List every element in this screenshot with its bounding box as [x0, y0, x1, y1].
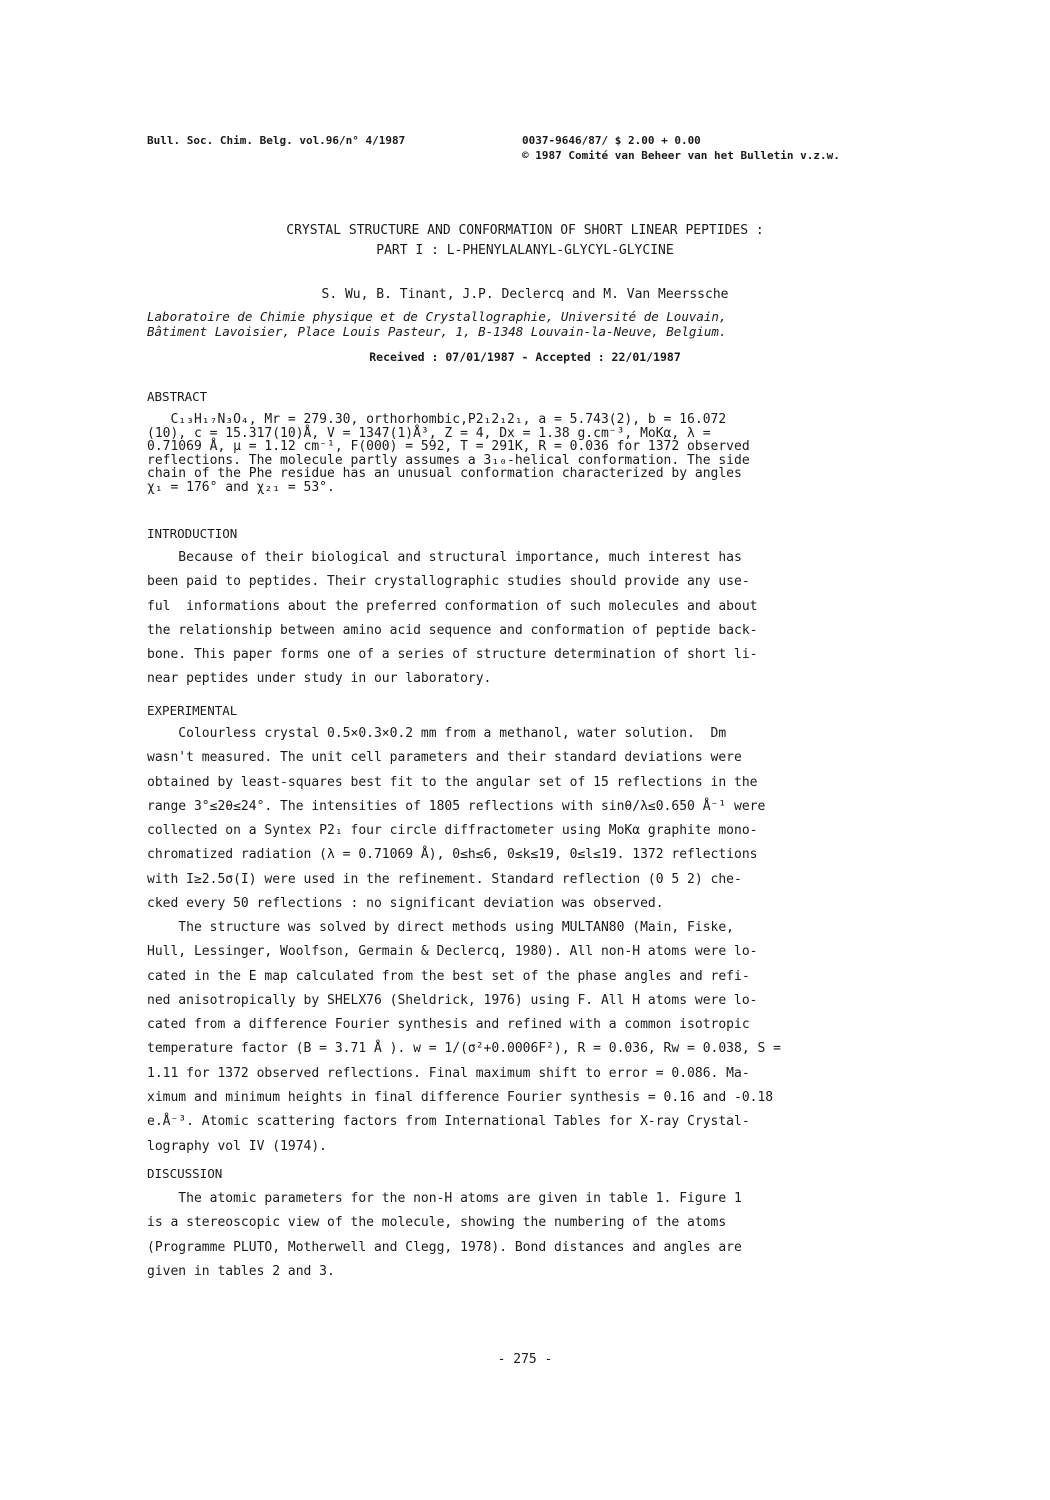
text-line: e.Å⁻³. Atomic scattering factors from International Tables for X-ray Crystal-: [147, 1114, 750, 1130]
authors: S. Wu, B. Tinant, J.P. Declercq and M. Van Meerssche: [321, 287, 729, 302]
received-accepted-dates: Received : 07/01/1987 - Accepted : 22/01/1987: [369, 350, 681, 364]
text-line: is a stereoscopic view of the molecule, showing the numbering of the atoms: [147, 1215, 727, 1231]
abstract-line: χ₁ = 176° and χ₂₁ = 53°.: [147, 479, 335, 495]
abstract-line: (10), c = 15.317(10)Å, V = 1347(1)Å³, Z = 4, Dx = 1.38 g.cm⁻³, MoKα, λ =: [147, 425, 711, 441]
title-line-1: CRYSTAL STRUCTURE AND CONFORMATION OF SHORT LINEAR PEPTIDES :: [286, 223, 764, 238]
introduction-heading: INTRODUCTION: [147, 526, 238, 541]
text-line: ned anisotropically by SHELX76 (Sheldrick, 1976) using F. All H atoms were lo-: [147, 992, 758, 1008]
text-line: cated in the E map calculated from the best set of the phase angles and refi-: [147, 968, 750, 984]
text-line: collected on a Syntex P2₁ four circle diffractometer using MoKα graphite mono-: [147, 823, 758, 839]
affiliation-line-1: Laboratoire de Chimie physique et de Crystallographie, Université de Louvain,: [147, 309, 727, 324]
page-number: - 275 -: [497, 1352, 553, 1367]
text-line: given in tables 2 and 3.: [147, 1263, 335, 1279]
text-line: temperature factor (B = 3.71 Å ). w = 1/(σ²+0.0006F²), R = 0.036, Rw = 0.038, S =: [147, 1041, 781, 1057]
abstract-line: 0.71069 Å, μ = 1.12 cm⁻¹, F(000) = 592, T = 291K, R = 0.036 for 1372 observed: [147, 439, 750, 454]
abstract-line: C₁₃H₁₇N₃O₄, Mr = 279.30, orthorhombic,P2₁2₁2₁, a = 5.743(2), b = 16.072: [147, 412, 727, 427]
abstract-heading: ABSTRACT: [147, 389, 208, 404]
affiliation-line-2: Bâtiment Lavoisier, Place Louis Pasteur, 1, B-1348 Louvain-la-Neuve, Belgium.: [147, 324, 727, 339]
text-line: 1.11 for 1372 observed reflections. Final maximum shift to error = 0.086. Ma-: [147, 1065, 750, 1081]
text-line: range 3°≤2θ≤24°. The intensities of 1805 reflections with sinθ/λ≤0.650 Å⁻¹ were: [147, 798, 766, 814]
text-line: cked every 50 reflections : no significant deviation was observed.: [147, 896, 664, 912]
text-line: Because of their biological and structural importance, much interest has: [147, 550, 742, 565]
abstract-body: [147, 413, 897, 494]
text-line: ful informations about the preferred conformation of such molecules and about: [147, 598, 758, 614]
text-line: the relationship between amino acid sequence and conformation of peptide back-: [147, 622, 758, 638]
text-line: bone. This paper forms one of a series of structure determination of short li-: [147, 647, 758, 663]
text-line: chromatized radiation (λ = 0.71069 Å), 0≤h≤6, 0≤k≤19, 0≤l≤19. 1372 reflections: [147, 847, 758, 863]
abstract-line: chain of the Phe residue has an unusual conformation characterized by angles: [147, 466, 742, 481]
discussion-heading: DISCUSSION: [147, 1166, 223, 1181]
experimental-heading: EXPERIMENTAL: [147, 703, 238, 718]
text-line: with I≥2.5σ(I) were used in the refinement. Standard reflection (0 5 2) che-: [147, 871, 742, 887]
text-line: Hull, Lessinger, Woolfson, Germain & Declercq, 1980). All non-H atoms were lo-: [147, 944, 758, 960]
text-line: lography vol IV (1974).: [147, 1138, 328, 1154]
text-line: cated from a difference Fourier synthesis and refined with a common isotropic: [147, 1017, 750, 1033]
text-line: Colourless crystal 0.5×0.3×0.2 mm from a methanol, water solution. Dm: [147, 726, 727, 741]
text-line: (Programme PLUTO, Motherwell and Clegg, 1978). Bond distances and angles are: [147, 1239, 742, 1255]
text-line: The structure was solved by direct methods using MULTAN80 (Main, Fiske,: [147, 920, 734, 935]
text-line: wasn't measured. The unit cell parameters and their standard deviations were: [147, 750, 742, 766]
text-line: been paid to peptides. Their crystallographic studies should provide any use-: [147, 574, 750, 590]
text-line: obtained by least-squares best fit to the angular set of 15 reflections in the: [147, 774, 758, 790]
text-line: near peptides under study in our laboratory.: [147, 671, 492, 687]
text-line: The atomic parameters for the non-H atoms are given in table 1. Figure 1: [147, 1191, 742, 1206]
affiliation: [147, 309, 907, 339]
publisher-info: [522, 133, 840, 163]
journal-citation: Bull. Soc. Chim. Belg. vol.96/n° 4/1987: [147, 134, 406, 147]
experimental-paragraph-2: [147, 916, 907, 1159]
paper-title: [0, 221, 1050, 261]
introduction-body: [147, 546, 907, 692]
experimental-paragraph-1: [147, 722, 907, 916]
title-line-2: PART I : L-PHENYLALANYL-GLYCYL-GLYCINE: [376, 243, 674, 258]
abstract-line: reflections. The molecule partly assumes a 3₁₀-helical conformation. The side: [147, 452, 750, 468]
discussion-body: [147, 1187, 907, 1284]
copyright-line: © 1987 Comité van Beheer van het Bulletin v.z.w.: [522, 149, 840, 162]
text-line: ximum and minimum heights in final difference Fourier synthesis = 0.16 and -0.18: [147, 1090, 774, 1106]
issn-price: 0037-9646/87/ $ 2.00 + 0.00: [522, 134, 701, 147]
